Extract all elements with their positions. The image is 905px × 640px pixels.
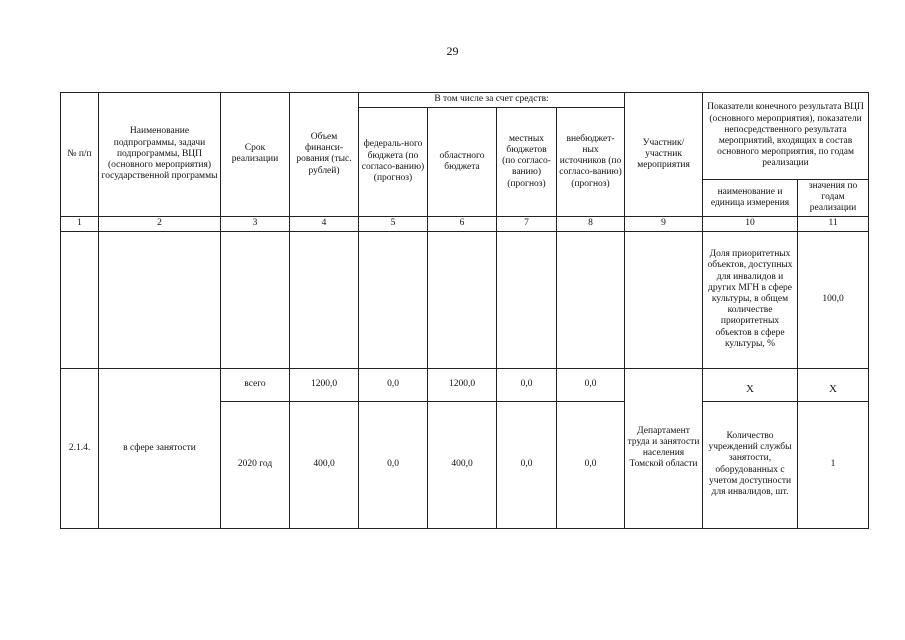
header-federal: федераль-ного бюджета (по согласо-ванию) (прогноз)	[359, 108, 428, 217]
header-number: № п/п	[61, 93, 99, 217]
indicator-name-year-cell: Количество учреждений службы занятости, оборудованных с учетом доступности для инвалидов, шт.	[703, 401, 798, 528]
regional-year-cell: 400,0	[428, 401, 497, 528]
header-volume: Объем финанси-рования (тыс. рублей)	[290, 93, 359, 217]
empty-cell	[221, 231, 290, 368]
extra-total-cell: 0,0	[557, 368, 625, 401]
header-funds-group: В том числе за счет средств:	[359, 93, 625, 108]
page-number: 29	[446, 44, 459, 58]
column-number: 7	[497, 216, 557, 231]
column-number: 6	[428, 216, 497, 231]
item-name-cell: в сфере занятости	[99, 368, 221, 528]
column-number: 1	[61, 216, 99, 231]
empty-cell	[497, 231, 557, 368]
column-number: 8	[557, 216, 625, 231]
period-total-cell: всего	[221, 368, 290, 401]
column-number: 9	[625, 216, 703, 231]
participant-cell: Департамент труда и занятости населения Томской области	[625, 368, 703, 528]
header-period: Срок реализации	[221, 93, 290, 217]
empty-cell	[61, 231, 99, 368]
column-number: 11	[798, 216, 869, 231]
x-mark: Х	[746, 383, 754, 396]
empty-cell	[428, 231, 497, 368]
empty-cell	[625, 231, 703, 368]
empty-cell	[557, 231, 625, 368]
x-mark: Х	[829, 383, 837, 396]
empty-cell	[290, 231, 359, 368]
volume-total-cell: 1200,0	[290, 368, 359, 401]
indicator-value-total-cell	[798, 368, 869, 401]
header-row-top	[61, 93, 869, 108]
indicator-value-year-cell: 1	[798, 401, 869, 528]
header-regional: областного бюджета	[428, 108, 497, 217]
federal-year-cell: 0,0	[359, 401, 428, 528]
local-total-cell: 0,0	[497, 368, 557, 401]
indicator-name-cell: Доля приоритетных объектов, доступных для инвалидов и других МГН в сфере культуры, в общем количестве приоритетных объектов в сфере культуры, %	[703, 231, 798, 368]
table-row-continuation	[61, 231, 869, 368]
local-year-cell: 0,0	[497, 401, 557, 528]
extra-year-cell: 0,0	[557, 401, 625, 528]
period-year-cell: 2020 год	[221, 401, 290, 528]
table-row-total	[61, 368, 869, 401]
header-local: местных бюджетов (по согласо-ванию) (прогноз)	[497, 108, 557, 217]
column-number-row	[61, 216, 869, 231]
regional-total-cell: 1200,0	[428, 368, 497, 401]
indicator-name-total-cell	[703, 368, 798, 401]
federal-total-cell: 0,0	[359, 368, 428, 401]
item-number-cell: 2.1.4.	[61, 368, 99, 528]
column-number: 2	[99, 216, 221, 231]
column-number: 5	[359, 216, 428, 231]
header-indicator-value: значения по годам реализации	[798, 180, 869, 217]
header-indicator-name: наименование и единица измерения	[703, 180, 798, 217]
program-table	[60, 92, 869, 529]
empty-cell	[99, 231, 221, 368]
header-indicators-group: Показатели конечного результата ВЦП (основного мероприятия), показатели непосредственного результата мероприятий, входящих в состав основного мероприятия, по годам реализации	[703, 93, 869, 180]
column-number: 3	[221, 216, 290, 231]
indicator-value-cell: 100,0	[798, 231, 869, 368]
column-number: 4	[290, 216, 359, 231]
header-name: Наименование подпрограммы, задачи подпрограммы, ВЦП (основного мероприятия) государственной программы	[99, 93, 221, 217]
column-number: 10	[703, 216, 798, 231]
header-extra: внебюджет-ных источников (по согласо-ванию) (прогноз)	[557, 108, 625, 217]
volume-year-cell: 400,0	[290, 401, 359, 528]
header-participant: Участник/ участник мероприятия	[625, 93, 703, 217]
empty-cell	[359, 231, 428, 368]
